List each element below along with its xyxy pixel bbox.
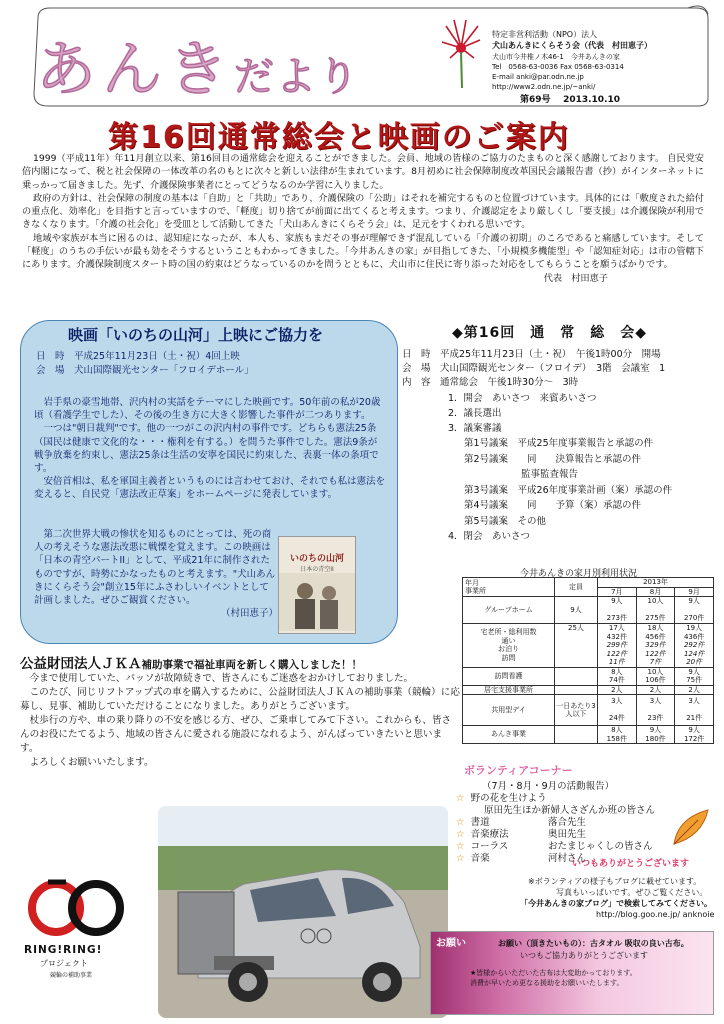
intro-paragraph: 地域や家族が本当に困るのは、認知症になったが、本人も、家族もまだその事が理解できず混乱している「介護の初期」のころであると痛感しています。そして「軽度」のうちの手伝いが最も効をそうするということもわかってきました。「今井あんきの家」が目指してきた、「小規模多機能型」や「認知症対応」は市の管轄下にあります。介護保険制度スタート時の国の約束はどうなっているのかを問うとともに、犬山市に住民に寄り添った対応をしてもらうことを願うばかりです。 [22,232,704,271]
movie-paragraph: 岩手県の豪雪地帯、沢内村の実話をテーマにした映画です。50年前の私が20歳頃（看護学生でした）、その後の生き方に大きく影響した事件が二つあります。 [34,397,381,422]
table-cell: 10人 275件 [636,597,675,624]
car-paragraph: 杖歩行の方や、車の乗り降りの不安を感じる方、ぜひ、ご乗車してみて下さい。これからも、皆さんのお役にたてるよう、地域の皆さんに愛される施設になれるよう、がんばっていきたいと思います。 [20,715,452,754]
request-line: ★皆様からいただいた古布は大変助かっております。 [470,969,637,977]
movie-author: （村田恵子） [220,608,278,620]
org-email[interactable]: E-mail anki@par.odn.ne.jp [492,73,584,81]
volunteer-who: 奥田先生 [548,829,587,840]
table-cell: 3人 21件 [675,695,714,726]
blog-note: 写真もいっぱいです。ぜひご覧ください。 [556,888,708,897]
meeting-content: 内 容 通常総会 午後1時30分～ 3時 [402,377,579,388]
movie-paragraph: 第二次世界大戦の惨状を知るものにとっては、死の商人の考えそうな憲法改悪に戦慄を覚えます。この映画は「日本の青空パートII」として、平成21年に制作されたものですが、時勢にかなったものと考えます。"犬山あんきにくらそう会"創立15年にふさわしいイベントとして計画しました。ぜひご観賞ください。 [34,529,276,607]
table-cell: 3人 24件 [598,695,637,726]
agenda-item: 4．閉会 あいさつ [448,531,531,542]
request-line: 消費が早いため更なる援助をお願いいたします。 [470,979,624,987]
car-paragraph: このたび、同じリフトアップ式の車を購入するために、公益財団法人ＪＫＡの補助事業（競輪）に応募し、見事、補助していただけることになりました。ありがとうございます。 [20,687,460,712]
table-cell: 10人 106件 [636,667,675,685]
logo-sub: だより [234,54,360,100]
movie-body-continued [34,528,278,620]
table-row [463,667,714,685]
movie-paragraph: 安倍首相は、私を軍国主義者というものには言わせておけ、それでも私は憲法を変えると、自民党「憲法改正草案」をホームページに発表しています。 [34,476,386,501]
star-icon: ☆ [456,829,465,840]
agenda-item: 2．議長選出 [448,408,502,419]
ring-ring-sub2: 競輪の補助事業 [50,972,93,979]
car-photo-illustration [158,806,448,1018]
star-icon: ☆ [456,817,465,828]
table-row [463,726,714,744]
spider-lily-icon [438,18,484,88]
table-cell: 9人 [555,597,598,624]
movie-venue: 会 場 犬山国際観光センター「フロイデホール」 [36,365,254,376]
volunteer-item: ☆ 野の花を生けよう [456,793,547,804]
agenda-item: 第2号議案 同 決算報告と承認の件 [464,454,642,465]
car-title-tail: 補助事業で福祉車両を新しく購入しました！！ [141,659,362,671]
table-cell: 2人 [598,685,637,695]
intro-signature: 代表 村田恵子 [543,272,608,284]
movie-title: 映画「いのちの山河」上映にご協力を [68,326,324,344]
movie-dvd-cover [278,536,356,634]
intro-paragraph: 1999（平成11年）年11月創立以来、第16回目の通常総会を迎えることができました。会員、地域の皆様のご協力のたまものと深く感謝しております。 自民党安倍内閣になって、税と社会保障の一体改革の名のもとに次々と新しい法律が生まれています。8月初めに社会保障制度改革国民会議報告書（抄）がインターネットに乗っかって届きました。先ず、介護保険事業者にとってどうなるのか学習に入りました。 [22,153,704,191]
volunteer-item: ☆ 音楽療法 [456,829,509,840]
table-cell [555,667,598,685]
org-type: 特定非営利活動（NPO）法人 [492,30,598,39]
table-cell: 25人 [555,624,598,668]
blog-note: ※ボランティアの様子もブログに載せています。 [528,877,702,886]
table-cell: 9人 75件 [675,667,714,685]
table-cell: 17人 432件 299件 122件 11件 [598,624,637,668]
star-icon: ☆ [456,853,465,864]
volunteer-item: ☆ 音楽 [456,853,490,864]
ring-ring-sub: プロジェクト [40,959,88,968]
table-row [463,597,714,624]
volunteer-thanks: いつもありがとうございます [572,859,690,869]
issue-date: 2013.10.10 [563,95,621,105]
ring-ring-label: RING!RING! [24,944,103,956]
table-row [463,685,714,695]
table-cell: 2人 [636,685,675,695]
usage-table-title: 今井あんきの家月別利用状況 [520,569,638,579]
movie-body [34,396,386,502]
star-icon: ☆ [456,841,465,852]
issue-number: 第69号 [520,95,551,105]
agenda-item: 第3号議案 平成26年度事業計画（案）承認の件 [464,485,673,496]
table-cell [555,726,598,744]
agenda-item: 監事監査報告 [464,469,579,480]
meeting-title: ◆第16回 通 常 総 会◆ [452,325,648,341]
table-cell: 9人 270件 [675,597,714,624]
table-header: 2013年 [598,578,714,588]
table-cell: 居宅支援事業所 [463,685,555,695]
agenda-item: 1．開会 あいさつ 来賓あいさつ [448,393,597,404]
table-cell: 9人 180件 [636,726,675,744]
table-cell: あんき事業 [463,726,555,744]
table-cell: グループホーム [463,597,555,624]
newsletter-logo [36,22,360,108]
request-line: お願い（頂きたいもの）：古タオル 吸収の良い古布。 [498,939,689,948]
car-paragraph: よろしくお願いいたします。 [29,757,154,768]
table-cell: 9人 172件 [675,726,714,744]
table-cell: 宅老所・総利用数 通い お泊り 訪問 [463,624,555,668]
volunteer-item: ☆ コーラス [456,841,509,852]
volunteer-item: 原田先生ほか新婦人さざんか班の皆さん [484,805,656,816]
car-paragraph: 今まで使用していた、パッソが故障続きで、皆さんにもご迷惑をおかけしておりました。 [29,673,414,684]
blog-url[interactable]: http://blog.goo.ne.jp/ anknoie [596,910,715,919]
usage-table [462,577,714,744]
table-cell: 3人 23件 [636,695,675,726]
table-header: 定員 [555,578,598,597]
intro-text [22,152,704,285]
org-url[interactable]: http://www2.odn.ne.jp/~anki/ [492,83,596,91]
table-cell: 8人 158件 [598,726,637,744]
table-cell: 19人 436件 292件 124件 20件 [675,624,714,668]
volunteer-item: ☆ 書道 [456,817,490,828]
table-cell: 2人 [675,685,714,695]
request-line: いつもご協力ありがとうございます [520,951,648,960]
agenda-item: 3．議案審議 [448,423,502,434]
car-title-main: 公益財団法人ＪＫＡ [20,656,142,672]
volunteer-period: （7月・8月・9月の活動報告） [482,781,615,792]
issue-info [520,92,620,105]
meeting-date: 日 時 平成25年11月23日（土・祝） 午後1時00分 開場 [402,349,661,360]
table-header: 8月 [636,587,675,597]
table-cell: 訪問看護 [463,667,555,685]
table-header: 年月 事業所 [463,578,555,597]
dvd-subtitle: 日本の青空II [300,566,334,573]
request-label: お願い [436,938,466,949]
movie-paragraph: 一つは"朝日裁判"です。他の一つがこの沢内村の事件です。どちらも憲法25条（国民は健康で文化的な・・・権利を有する。）を問うた事件でした。憲法9条が戦争放棄を約束し、憲法25条は生活の安寧を国民に約束した、表裏一体の条項です。 [34,423,379,475]
page-title: 第16回通常総会と映画のご案内 [108,120,570,155]
agenda-item: 第5号議案 その他 [464,516,547,527]
volunteer-who: おたまじゃくしの皆さん [548,841,653,852]
agenda-item: 第1号議案 平成25年度事業報告と承認の件 [464,438,654,449]
table-header: 7月 [598,587,637,597]
table-cell: 共用型デイ [463,695,555,726]
car-section-body [20,672,460,770]
volunteer-who: 落合先生 [548,817,587,828]
car-section-title [20,652,362,672]
org-address: 犬山市今井椎ノ木46-1 今井あんきの家 [492,53,620,61]
table-cell: 8人 74件 [598,667,637,685]
agenda-item: 第4号議案 同 予算（案）承認の件 [464,500,642,511]
volunteer-who: 河村さん [548,853,587,864]
table-row [463,695,714,726]
volunteer-title: ボランティアコーナー [464,764,573,777]
dvd-title: いのちの山河 [289,554,344,564]
welfare-car-photo [158,806,448,1018]
org-phone: Tel 0568-63-0036 Fax 0568-63-0314 [492,63,624,71]
table-cell: 18人 456件 329件 122件 7件 [636,624,675,668]
star-icon: ☆ [456,793,465,804]
table-header-row [463,578,714,588]
movie-date: 日 時 平成25年11月23日（土・祝）4回上映 [36,351,240,362]
table-row [463,624,714,668]
dvd-cover-figures-icon [279,573,355,631]
table-cell: 9人 273件 [598,597,637,624]
autumn-leaf-icon [668,806,714,850]
logo-main: あんき [36,35,234,105]
table-cell: 一日あたり3人以下 [555,695,598,726]
table-header: 9月 [675,587,714,597]
blog-note: 「今井あんきの家ブログ」で検索してみてください。 [520,899,712,908]
intro-paragraph: 政府の方針は、社会保障の制度の基本は「自助」と「共助」であり、介護保険の「公助」はそれを補完するものと位置づけています。具体的には「敷度された給付の重点化、効率化」を目指すと言っていますので、「軽度」切り捨てが前面に出てくると考えます。つまり、介護認定をより厳しくし「要支援」は介護保険が利用できなくなります。「介護の社会化」を受皿として活動してきた「犬山あんきにくらそう会」は、足元をすくわれる思いです。 [22,192,704,231]
table-cell [555,685,598,695]
org-name: 犬山あんきにくらそう会（代表 村田恵子） [492,41,652,50]
meeting-venue: 会 場 犬山国際観光センター（フロイデ） 3階 会議室 1 [402,363,666,374]
